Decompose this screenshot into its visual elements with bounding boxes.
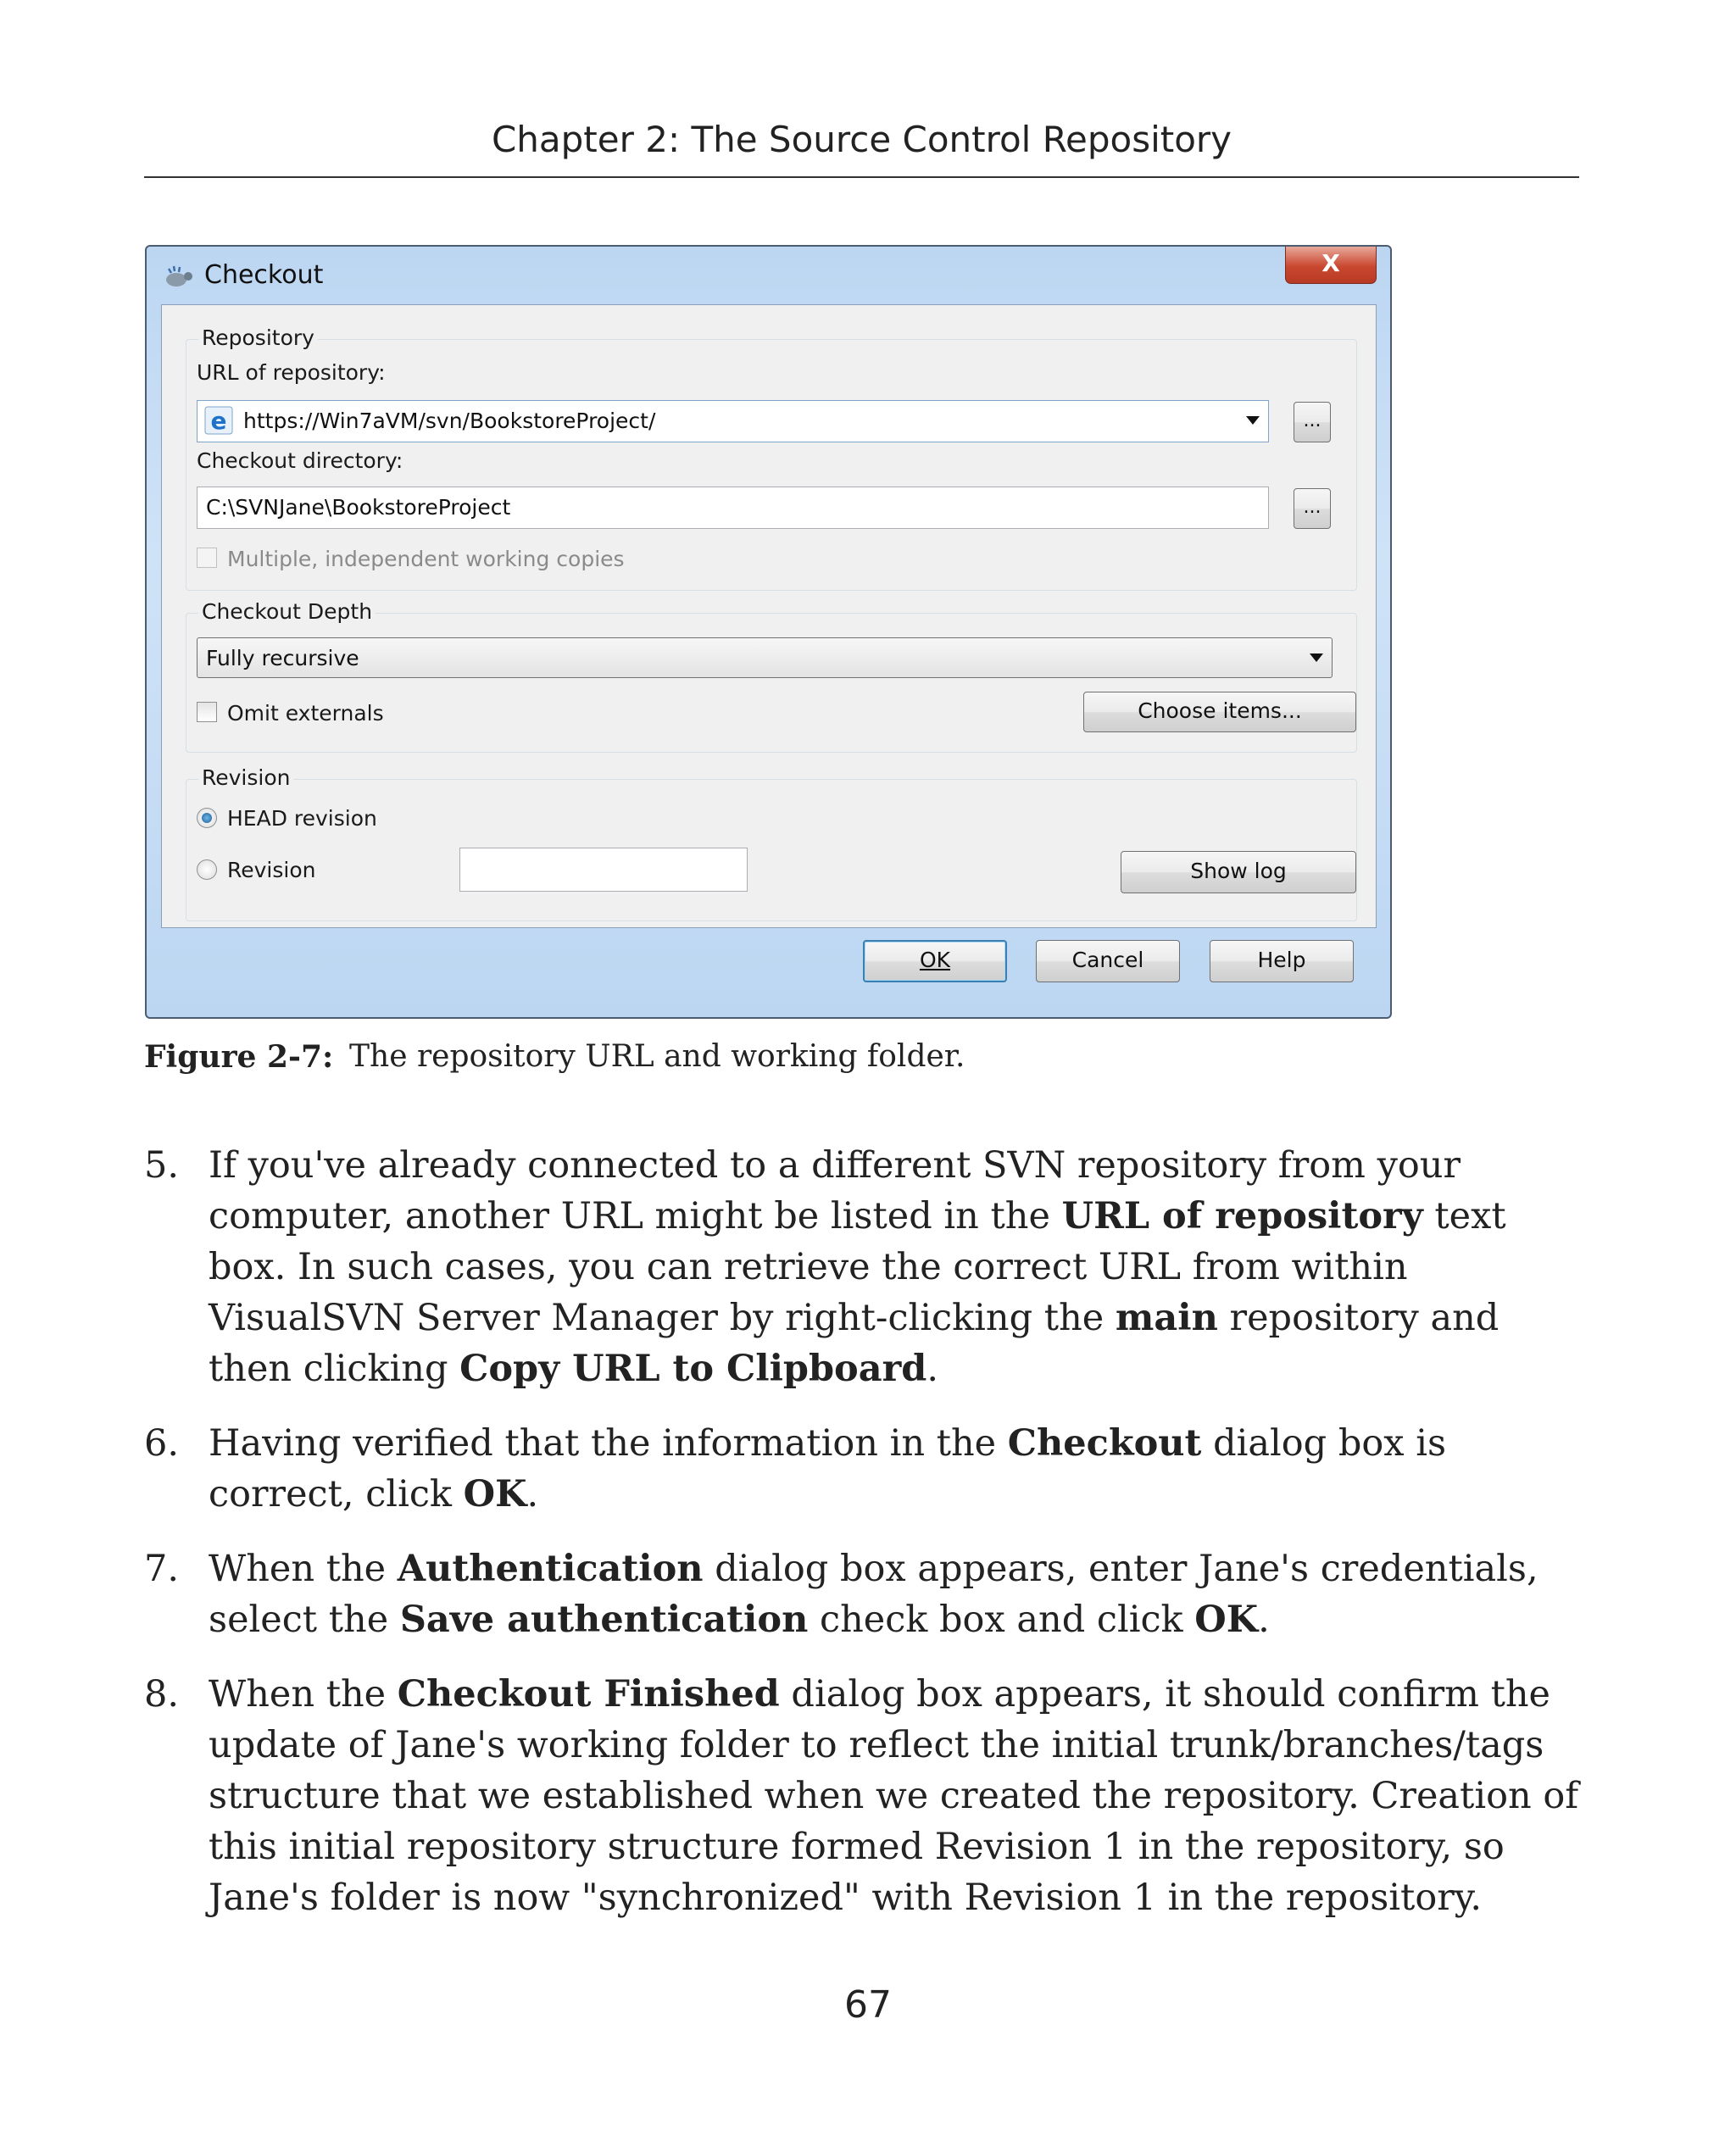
dialog-client-area xyxy=(161,304,1377,928)
ok-button[interactable]: OK xyxy=(863,940,1007,982)
chevron-down-icon xyxy=(1310,653,1323,662)
revision-group xyxy=(186,765,1357,921)
dialog-titlebar[interactable] xyxy=(147,247,1390,304)
step-text: Having verified that the information in the Checkout dialog box is correct, click OK. xyxy=(209,1422,1447,1515)
dialog-title: Checkout xyxy=(204,260,324,290)
step-item xyxy=(144,1669,1585,1923)
revision-label: Revision xyxy=(227,858,316,882)
checkout-depth-group xyxy=(186,599,1357,753)
figure-label: Figure 2-7: xyxy=(144,1039,334,1075)
checkout-dialog xyxy=(145,245,1392,1019)
step-number: 6. xyxy=(144,1422,180,1465)
close-button[interactable]: X xyxy=(1285,247,1377,284)
running-header: Chapter 2: The Source Control Repository xyxy=(491,119,1232,160)
figure-caption-text: The repository URL and working folder. xyxy=(349,1039,965,1074)
checkout-dir-label: Checkout directory: xyxy=(197,448,403,473)
revision-radio[interactable] xyxy=(197,859,217,880)
url-label: URL of repository: xyxy=(197,360,386,385)
step-number: 7. xyxy=(144,1548,180,1590)
revision-group-label: Revision xyxy=(198,765,293,790)
choose-items-button[interactable]: Choose items... xyxy=(1083,692,1356,732)
multiple-copies-label: Multiple, independent working copies xyxy=(227,547,625,571)
checkout-depth-value: Fully recursive xyxy=(206,646,359,670)
internet-explorer-icon xyxy=(204,406,233,435)
head-revision-label: HEAD revision xyxy=(227,806,377,831)
url-combobox[interactable] xyxy=(197,400,1269,442)
chevron-down-icon xyxy=(1246,416,1260,425)
url-value: https://Win7aVM/svn/BookstoreProject/ xyxy=(243,409,656,433)
show-log-button[interactable]: Show log xyxy=(1121,851,1356,893)
tortoisesvn-icon xyxy=(162,264,196,291)
steps-list xyxy=(144,1140,1585,1947)
step-item xyxy=(144,1418,1585,1520)
checkout-depth-dropdown[interactable] xyxy=(197,637,1333,678)
browse-dir-button[interactable]: ... xyxy=(1294,488,1331,529)
omit-externals-checkbox[interactable] xyxy=(197,702,217,722)
page-number: 67 xyxy=(844,1983,892,2027)
step-item xyxy=(144,1140,1585,1394)
step-text: When the Checkout Finished dialog box appears, it should confirm the update of Jane's working folder to reflect the initial trunk/branches/tags structure that we established when we created the repository. Creation of this initial repository structure formed Revision 1 in the repository, so Jane's folder is now "synchronized" with Revision 1 in the repository. xyxy=(209,1673,1579,1919)
repository-group xyxy=(186,325,1357,591)
revision-input[interactable] xyxy=(459,848,748,892)
header-rule xyxy=(144,176,1579,178)
repository-group-label: Repository xyxy=(198,325,318,350)
checkout-dir-value: C:\SVNJane\BookstoreProject xyxy=(206,495,511,520)
checkout-depth-group-label: Checkout Depth xyxy=(198,599,376,624)
step-number: 5. xyxy=(144,1144,180,1187)
head-revision-radio[interactable] xyxy=(197,808,217,828)
multiple-copies-checkbox[interactable] xyxy=(197,548,217,568)
checkout-dir-input[interactable] xyxy=(197,487,1269,529)
cancel-button[interactable]: Cancel xyxy=(1036,940,1180,982)
browse-url-button[interactable]: ... xyxy=(1294,402,1331,442)
step-text: If you've already connected to a different SVN repository from your computer, another URL might be listed in the URL of repository text box. In such cases, you can retrieve the correct URL from within VisualSVN Server Manager by right-clicking the main repository and then clicking Copy URL to Clipboard. xyxy=(209,1144,1506,1390)
svg-text:e: e xyxy=(210,407,227,435)
omit-externals-label: Omit externals xyxy=(227,701,384,726)
step-text: When the Authentication dialog box appears, enter Jane's credentials, select the Save authentication check box and click OK. xyxy=(209,1548,1538,1641)
help-button[interactable]: Help xyxy=(1210,940,1354,982)
step-item xyxy=(144,1543,1585,1645)
step-number: 8. xyxy=(144,1673,180,1716)
